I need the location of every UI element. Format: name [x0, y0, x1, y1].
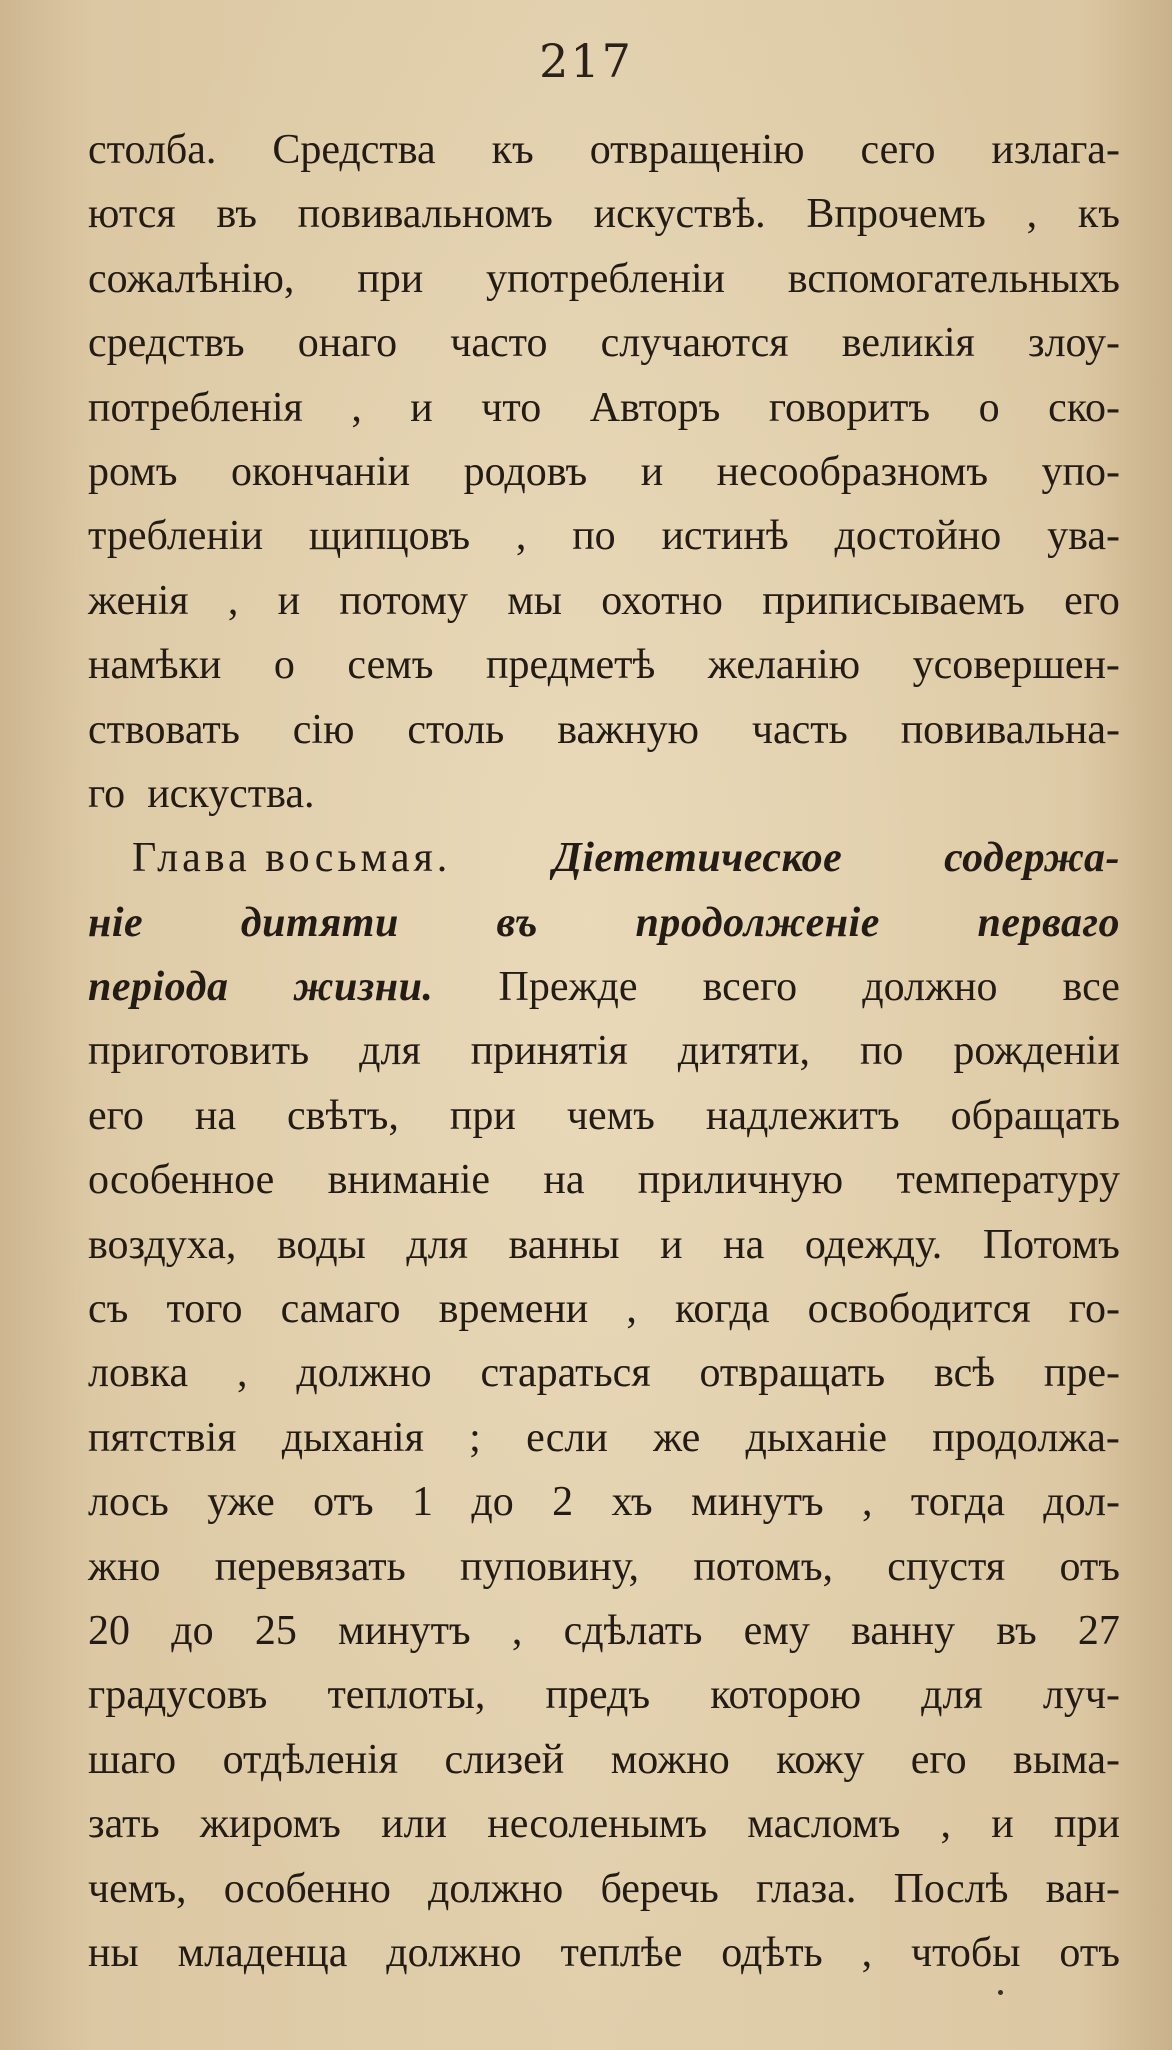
word: пре-	[1043, 1350, 1120, 1397]
text-line	[88, 1599, 1120, 1663]
word: злоу-	[1028, 320, 1120, 367]
word: для	[921, 1672, 983, 1719]
text-line	[88, 1341, 1120, 1405]
word: должно	[428, 1865, 564, 1912]
word: по	[859, 1028, 904, 1075]
word: если	[526, 1414, 608, 1461]
word: въ	[996, 1607, 1037, 1654]
word: о	[273, 642, 295, 689]
word: чтобы	[911, 1929, 1021, 1976]
text-line	[88, 1921, 1120, 1985]
word: несообразномъ	[716, 448, 989, 495]
word: теплѣе	[560, 1929, 683, 1976]
word: для	[359, 1028, 421, 1075]
word: случаются	[600, 320, 789, 367]
word: по	[572, 513, 616, 560]
ink-speck	[998, 1990, 1003, 1995]
word: продолжа-	[932, 1414, 1120, 1461]
word: ны	[88, 1929, 139, 1976]
word: приписываемъ	[762, 577, 1025, 624]
text-line	[88, 633, 1120, 697]
word: при	[449, 1092, 516, 1139]
word: ;	[469, 1414, 481, 1461]
text-line	[88, 762, 1120, 826]
word: и	[410, 384, 433, 431]
word: ,	[227, 577, 239, 624]
word: стараться	[480, 1350, 651, 1397]
word: что	[481, 384, 542, 431]
word: должно	[386, 1929, 522, 1976]
word: все	[1062, 964, 1120, 1011]
word: ,	[940, 1801, 952, 1848]
text-line	[88, 118, 1120, 182]
word: слизей	[444, 1736, 565, 1783]
word: къ	[1077, 191, 1120, 238]
word: желанію	[707, 642, 861, 689]
text-line	[88, 955, 1120, 1019]
word: его	[910, 1736, 967, 1783]
text-line	[88, 1406, 1120, 1470]
word: отъ	[1059, 1929, 1120, 1976]
word: онаго	[297, 320, 398, 367]
word: или	[381, 1801, 448, 1848]
word: окончаніи	[230, 448, 411, 495]
word: Прежде	[498, 964, 638, 1011]
word: ловка	[88, 1350, 189, 1397]
italic-word: періода	[88, 964, 229, 1011]
word: ему	[743, 1607, 810, 1654]
word: ,	[862, 1479, 873, 1526]
word: луч-	[1042, 1672, 1120, 1719]
word: ван-	[1045, 1865, 1120, 1912]
word: отдѣленія	[222, 1736, 399, 1783]
word: 25	[254, 1607, 297, 1654]
word: столь	[407, 706, 505, 753]
word: минутъ	[338, 1607, 471, 1654]
word: предъ	[545, 1672, 651, 1719]
text-line	[88, 1019, 1120, 1083]
word: го-	[1068, 1286, 1120, 1333]
word: семъ	[347, 642, 434, 689]
word: отъ	[313, 1479, 374, 1526]
word: зать	[88, 1801, 160, 1848]
word: предметѣ	[486, 642, 656, 689]
word: надлежитъ	[705, 1092, 900, 1139]
word: приличную	[637, 1157, 844, 1204]
word: беречь	[600, 1865, 719, 1912]
word: достойно	[834, 513, 1002, 560]
word: ромъ	[88, 448, 178, 495]
word: младенца	[177, 1929, 348, 1976]
word: ,	[351, 384, 362, 431]
word: ува-	[1047, 513, 1120, 560]
text-line	[88, 440, 1120, 504]
word: говоритъ	[768, 384, 931, 431]
word: шаго	[88, 1736, 177, 1783]
word: дол-	[1043, 1479, 1120, 1526]
word: сдѣлать	[563, 1607, 703, 1654]
text-line	[88, 247, 1120, 311]
text-line	[88, 376, 1120, 440]
word: ,	[515, 513, 527, 560]
word: теплоты,	[327, 1672, 486, 1719]
word: выма-	[1013, 1736, 1120, 1783]
word: охотно	[601, 577, 723, 624]
page-number: 217	[539, 34, 633, 88]
text-line	[88, 1792, 1120, 1856]
word: 1	[412, 1479, 434, 1526]
word: важную	[557, 706, 700, 753]
word: ,	[511, 1607, 523, 1654]
word: ,	[626, 1286, 637, 1333]
text-line	[88, 826, 1120, 890]
word: особенно	[223, 1865, 391, 1912]
word: ,	[861, 1929, 873, 1976]
word: для	[406, 1221, 468, 1268]
word: вниманіе	[327, 1157, 491, 1204]
word: и	[277, 577, 301, 624]
word: температуру	[896, 1157, 1120, 1204]
word: ванны	[508, 1221, 620, 1268]
word: тогда	[910, 1479, 1005, 1526]
word: средствъ	[88, 320, 245, 367]
italic-word: ніе	[88, 899, 144, 946]
word: съ	[88, 1286, 129, 1333]
word: на	[723, 1221, 765, 1268]
text-line	[88, 1084, 1120, 1148]
word: родовъ	[463, 448, 588, 495]
word: повивальномъ	[297, 191, 553, 238]
word: жиромъ	[199, 1801, 341, 1848]
word: масломъ	[747, 1801, 901, 1848]
text-line	[88, 1857, 1120, 1921]
word: въ	[216, 191, 257, 238]
word: одежду.	[804, 1221, 943, 1268]
word: излага-	[991, 127, 1120, 173]
word: на	[194, 1092, 236, 1139]
word: къ	[491, 127, 534, 173]
word: чемъ	[566, 1092, 655, 1139]
text-line	[88, 698, 1120, 762]
word: несоленымъ	[487, 1801, 708, 1848]
word: и	[660, 1221, 683, 1268]
word: отъ	[1059, 1543, 1120, 1590]
word: лось	[88, 1479, 169, 1526]
word: воды	[276, 1221, 366, 1268]
word: искуства.	[147, 770, 315, 817]
word: кожу	[776, 1736, 865, 1783]
word: на	[543, 1157, 585, 1204]
page-text	[88, 118, 1120, 1985]
word: повивальна-	[900, 706, 1120, 753]
word: ются	[88, 191, 176, 238]
word: отвращать	[699, 1350, 886, 1397]
word: свѣтъ,	[286, 1092, 399, 1139]
word: освободится	[807, 1286, 1031, 1333]
word: одѣть	[721, 1929, 823, 1976]
word: Впрочемъ	[806, 191, 986, 238]
word: можно	[610, 1736, 730, 1783]
word: до	[171, 1607, 214, 1654]
word: сію	[292, 706, 355, 753]
italic-word: Діететическое	[553, 835, 843, 882]
word: которою	[710, 1672, 862, 1719]
italic-word: перваго	[977, 899, 1120, 946]
word: рожденіи	[953, 1028, 1120, 1075]
word: Средства	[272, 127, 436, 173]
word: искуствѣ.	[593, 191, 766, 238]
word: ствовать	[88, 706, 240, 753]
word: особенное	[88, 1157, 275, 1204]
word: до	[471, 1479, 514, 1526]
word: часто	[450, 320, 548, 367]
word: усовершен-	[912, 642, 1120, 689]
text-line	[88, 1470, 1120, 1534]
word: столба.	[88, 127, 217, 173]
word: ,	[237, 1350, 248, 1397]
word: спустя	[887, 1543, 1006, 1590]
word: его	[88, 1092, 144, 1139]
word: при	[1053, 1801, 1120, 1848]
word: же	[653, 1414, 701, 1461]
italic-word: продолженіе	[635, 899, 880, 946]
word: дитяти,	[677, 1028, 811, 1075]
text-line	[88, 1728, 1120, 1792]
word: потомъ,	[693, 1543, 834, 1590]
word: жно	[88, 1543, 161, 1590]
word: того	[166, 1286, 243, 1333]
word: обращать	[950, 1092, 1120, 1139]
word: потребленія	[88, 384, 303, 431]
text-line	[88, 1277, 1120, 1341]
word: сожалѣнію,	[88, 255, 295, 302]
word: Авторъ	[589, 384, 721, 431]
word: отвращенію	[589, 127, 805, 173]
word: Послѣ	[893, 1865, 1009, 1912]
text-line	[88, 1213, 1120, 1277]
word: истинѣ	[661, 513, 789, 560]
word: и	[991, 1801, 1014, 1848]
word: упо-	[1041, 448, 1120, 495]
italic-word: содержа-	[944, 835, 1120, 882]
word: всѣ	[934, 1350, 996, 1397]
word: го	[88, 770, 126, 817]
italic-word: жизни.	[293, 964, 434, 1011]
word: щипцовъ	[308, 513, 471, 560]
word: сего	[860, 127, 936, 173]
word: должно	[862, 964, 998, 1011]
word: ,	[1026, 191, 1038, 238]
word: самаго	[280, 1286, 401, 1333]
chapter-heading: Глава восьмая.	[132, 835, 452, 882]
word: всего	[702, 964, 798, 1011]
word: и	[640, 448, 664, 495]
word: ско-	[1048, 384, 1120, 431]
word: чемъ,	[88, 1865, 187, 1912]
word: пятствія	[88, 1414, 237, 1461]
word: воздуха,	[88, 1221, 237, 1268]
word: 27	[1077, 1607, 1120, 1654]
word: уже	[207, 1479, 275, 1526]
word: при	[357, 255, 424, 302]
word: пуповину,	[460, 1543, 640, 1590]
word: приготовить	[88, 1028, 310, 1075]
text-line	[88, 569, 1120, 633]
text-line	[88, 891, 1120, 955]
word: вспомогательныхъ	[787, 255, 1120, 302]
word: требленіи	[88, 513, 264, 560]
text-line	[88, 311, 1120, 375]
word: глаза.	[755, 1865, 857, 1912]
word: женія	[88, 577, 189, 624]
text-line	[88, 182, 1120, 246]
word: о	[978, 384, 1000, 431]
word: хъ	[611, 1479, 653, 1526]
word: дыханія	[281, 1414, 424, 1461]
word: когда	[675, 1286, 770, 1333]
italic-word: въ	[496, 899, 538, 946]
word: ванну	[851, 1607, 955, 1654]
word: должно	[296, 1350, 432, 1397]
text-line	[88, 504, 1120, 568]
word: градусовъ	[88, 1672, 268, 1719]
italic-word: дитяти	[240, 899, 399, 946]
word: часть	[751, 706, 848, 753]
word: принятія	[470, 1028, 628, 1075]
word: мы	[507, 577, 562, 624]
text-line	[88, 1535, 1120, 1599]
word: 20	[88, 1607, 130, 1654]
word: перевязать	[214, 1543, 406, 1590]
word: намѣки	[88, 642, 222, 689]
text-line	[88, 1148, 1120, 1212]
word: 2	[552, 1479, 574, 1526]
word: его	[1064, 577, 1120, 624]
word: времени	[438, 1286, 589, 1333]
word: великія	[841, 320, 975, 367]
text-line	[88, 1663, 1120, 1727]
word: минутъ	[691, 1479, 824, 1526]
word: потому	[339, 577, 468, 624]
word: употребленіи	[486, 255, 725, 302]
word: дыханіе	[745, 1414, 887, 1461]
word: Потомъ	[982, 1221, 1120, 1268]
